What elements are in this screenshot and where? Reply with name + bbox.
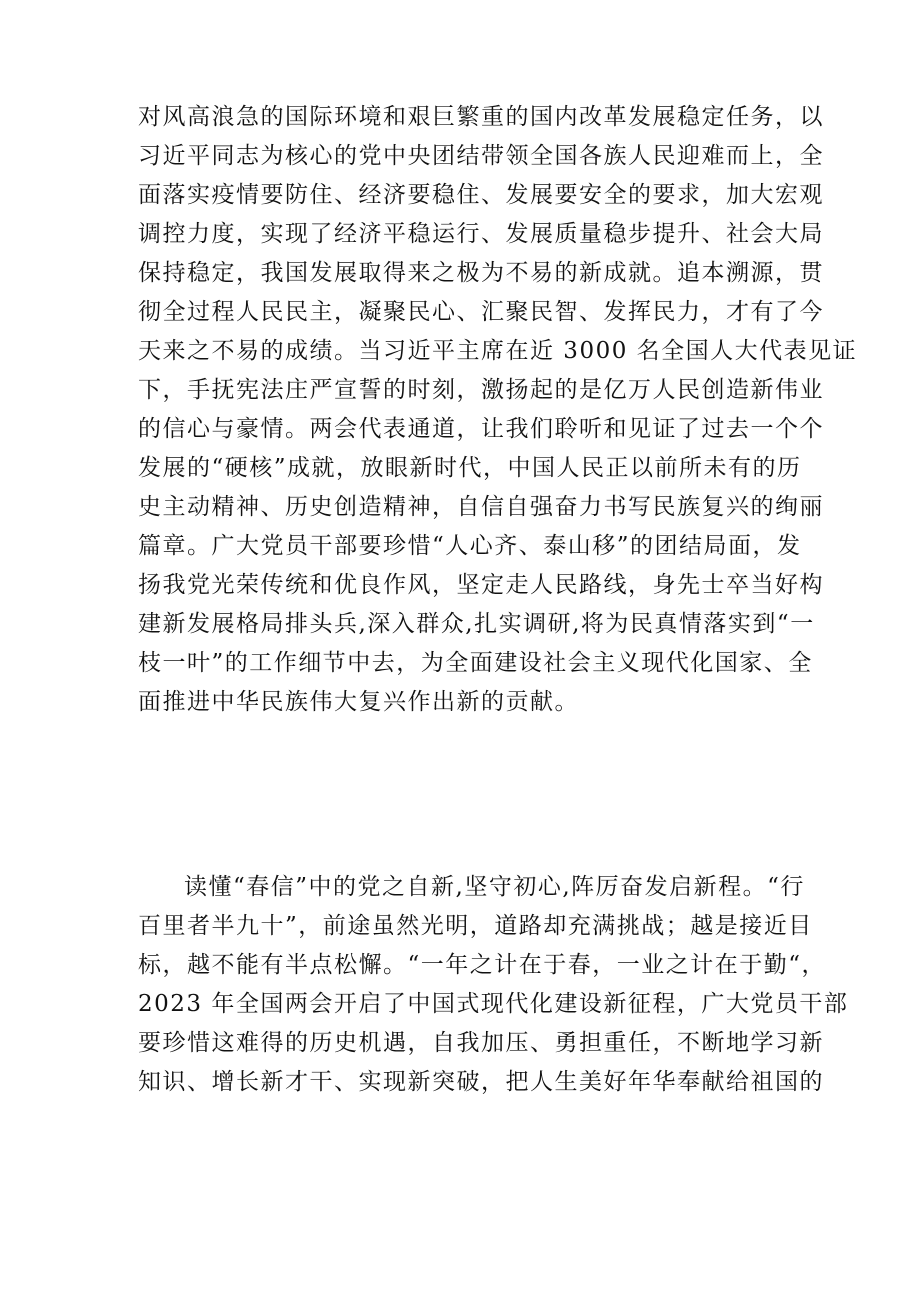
text-line: 彻全过程人民民主，凝聚民心、汇聚民智、发挥民力，才有了今 [138,299,824,325]
paragraph-2 [138,868,849,1102]
text-line: 知识、增长新才干、实现新突破，把人生美好年华奉献给祖国的 [138,1069,824,1095]
text-line: 要珍惜这难得的历史机遇，自我加压、勇担重任，不断地学习新 [138,1030,824,1056]
text-line: 调控力度，实现了经济平稳运行、发展质量稳步提升、社会大局 [138,221,824,247]
text-line: 篇章。广大党员干部要珍惜“人心齐、泰山移”的团结局面，发 [138,533,802,559]
text-line: 百里者半九十”，前途虽然光明，道路却充满挑战；越是接近目 [138,913,813,939]
text-line: 建新发展格局排头兵,深入群众,扎实调研,将为民真情落实到“一 [138,611,815,637]
text-line: 对风高浪急的国际环境和艰巨繁重的国内改革发展稳定任务，以 [138,104,824,130]
text-line: 面推进中华民族伟大复兴作出新的贡献。 [138,689,579,715]
text-line: 枝一叶”的工作细节中去，为全面建设社会主义现代化国家、全 [138,650,813,676]
text-line: 标，越不能有半点松懈。“一年之计在于春，一业之计在于勤“， [138,952,827,978]
text-line: 2023 年全国两会开启了中国式现代化建设新征程，广大党员干部 [138,991,849,1017]
text-line: 下，手抚宪法庄严宣誓的时刻，激扬起的是亿万人民创造新伟业 [138,377,824,403]
text-line: 史主动精神、历史创造精神，自信自强奋力书写民族复兴的绚丽 [138,494,824,520]
text-line: 发展的“硬核”成就，放眼新时代，中国人民正以前所未有的历 [138,455,802,481]
text-line: 面落实疫情要防住、经济要稳住、发展要安全的要求，加大宏观 [138,182,824,208]
text-line: 保持稳定，我国发展取得来之极为不易的新成就。追本溯源，贯 [138,260,824,286]
text-line: 天来之不易的成绩。当习近平主席在近 3000 名全国人大代表见证 [138,338,858,364]
paragraph-1 [138,98,858,722]
text-line: 的信心与豪情。两会代表通道，让我们聆听和见证了过去一个个 [138,416,824,442]
text-line: 读懂“春信”中的党之自新,坚守初心,阵厉奋发启新程。“行 [184,874,805,900]
text-line: 习近平同志为核心的党中央团结带领全国各族人民迎难而上，全 [138,143,824,169]
text-line: 扬我党光荣传统和优良作风，坚定走人民路线，身先士卒当好构 [138,572,824,598]
